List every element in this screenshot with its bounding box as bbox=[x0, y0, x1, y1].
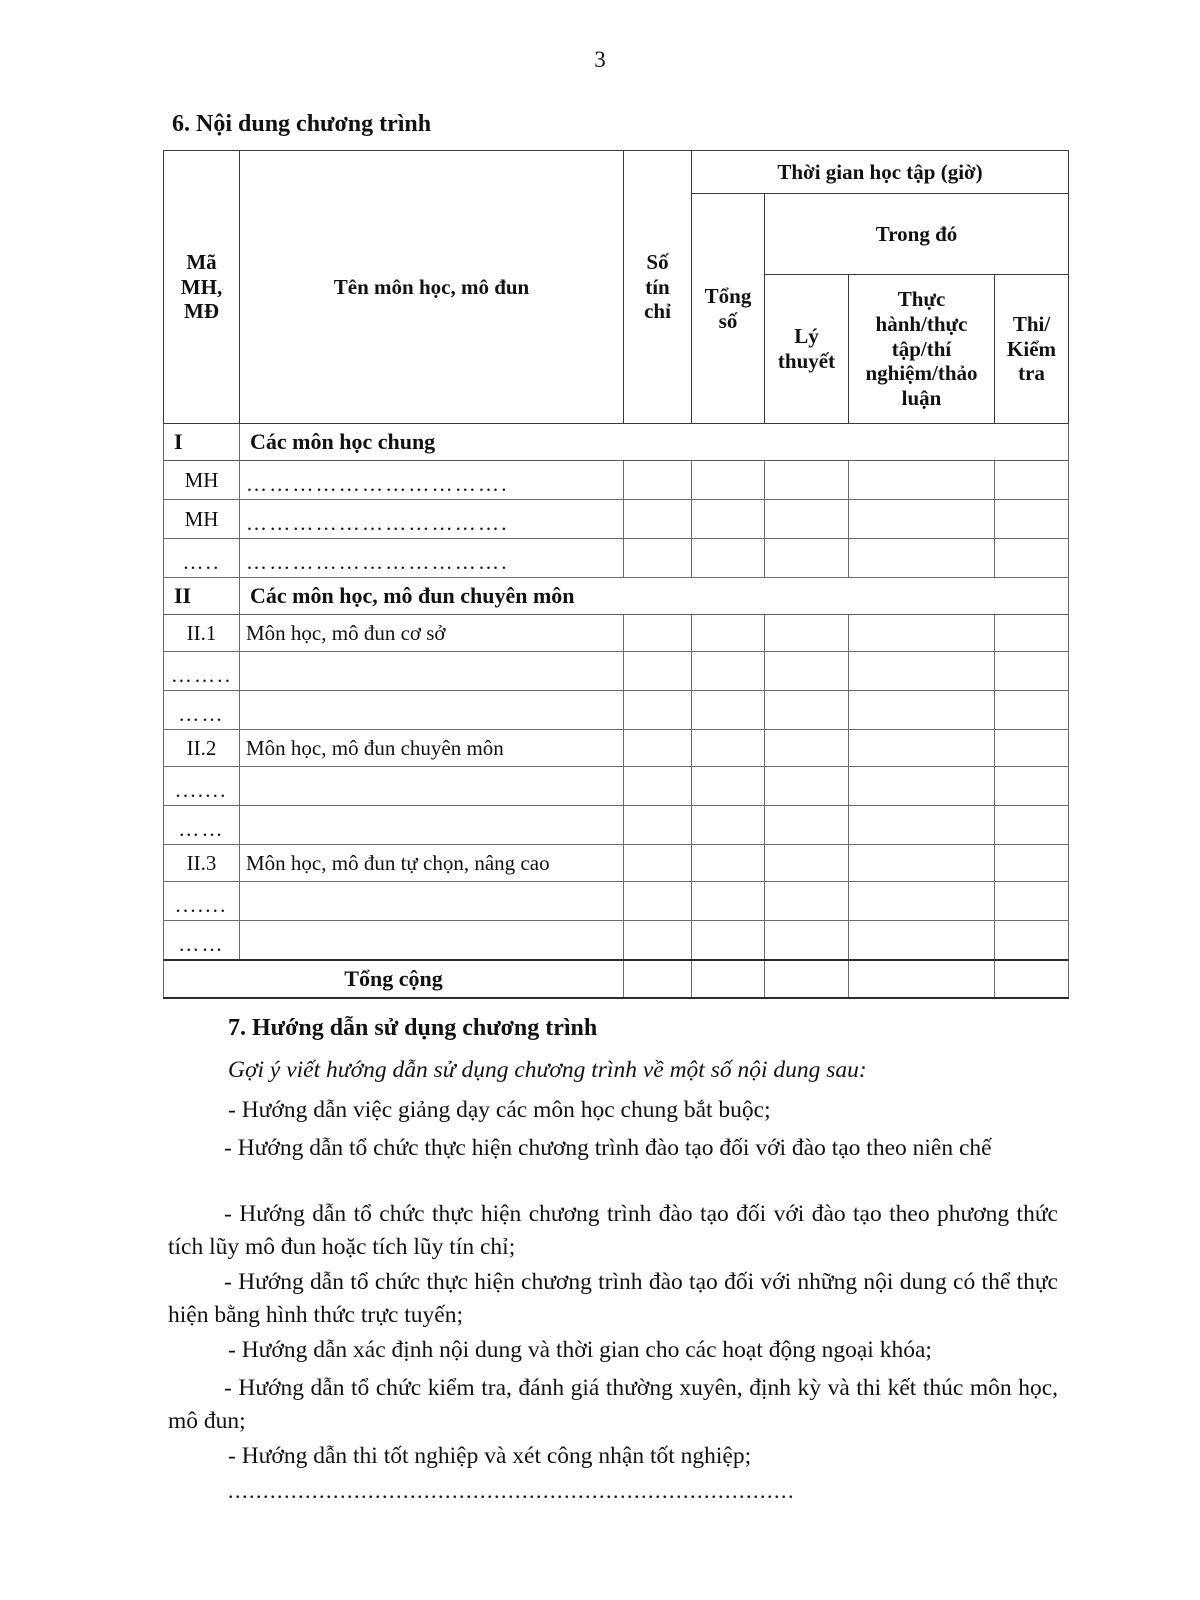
row-value-cell bbox=[995, 806, 1069, 845]
total-row-value-cell bbox=[692, 960, 765, 998]
row-value-cell bbox=[765, 652, 849, 691]
total-row-value-cell bbox=[849, 960, 995, 998]
row-value-cell bbox=[995, 882, 1069, 921]
row-value-cell bbox=[995, 500, 1069, 539]
header-practice-line-4: nghiệm/thảo bbox=[865, 361, 978, 386]
row-value-cell bbox=[849, 730, 995, 767]
section-row-label: Các môn học chung bbox=[240, 424, 1069, 461]
header-credits-line-2: tín bbox=[645, 274, 670, 299]
guide-intro-text: Gợi ý viết hướng dẫn sử dụng chương trình về một số nội dung sau: bbox=[228, 1057, 867, 1083]
table-row bbox=[164, 730, 1069, 767]
row-value-cell bbox=[624, 845, 692, 882]
row-value-cell bbox=[692, 500, 765, 539]
page-number: 3 bbox=[594, 47, 606, 72]
guide-item-2: - Hướng dẫn tổ chức thực hiện chương trình đào tạo đối với đào tạo theo niên chế bbox=[224, 1135, 992, 1161]
header-practice-line-5: luận bbox=[901, 386, 942, 411]
header-exam-line-3: tra bbox=[1018, 361, 1045, 386]
row-value-cell bbox=[849, 882, 995, 921]
row-value-cell bbox=[995, 691, 1069, 730]
row-value-cell bbox=[624, 806, 692, 845]
row-value-cell bbox=[995, 730, 1069, 767]
table-row bbox=[164, 652, 1069, 691]
guide-item-5: - Hướng dẫn xác định nội dung và thời gian cho các hoạt động ngoại khóa; bbox=[228, 1337, 932, 1363]
row-value-cell bbox=[765, 615, 849, 652]
table-row bbox=[164, 500, 1069, 539]
header-theory-line-2: thuyết bbox=[777, 349, 836, 373]
trailing-dotted-line: ................................................................................. bbox=[228, 1478, 795, 1503]
header-exam-line-2: Kiểm bbox=[1007, 336, 1057, 361]
header-cell-theory bbox=[765, 275, 849, 424]
row-value-cell bbox=[692, 845, 765, 882]
row-value-cell bbox=[849, 691, 995, 730]
row-value-cell bbox=[624, 691, 692, 730]
header-practice-line-1: Thực bbox=[897, 287, 946, 312]
row-code-cell bbox=[164, 882, 240, 921]
table-section-row bbox=[164, 424, 1069, 461]
row-code-cell bbox=[164, 806, 240, 845]
dotted-placeholder: ....... bbox=[175, 893, 228, 917]
row-value-cell bbox=[765, 806, 849, 845]
row-value-cell bbox=[692, 921, 765, 961]
table-row bbox=[164, 539, 1069, 578]
row-value-cell bbox=[849, 652, 995, 691]
guide-item-6: - Hướng dẫn tổ chức kiểm tra, đánh giá thường xuyên, định kỳ và thi kết thúc môn học, mô đun; bbox=[168, 1375, 1058, 1435]
row-subject-name-cell bbox=[240, 767, 624, 806]
header-cell-in-which: Trong đó bbox=[765, 194, 1069, 275]
row-value-cell bbox=[849, 921, 995, 961]
section-6-heading: 6. Nội dung chương trình bbox=[172, 111, 432, 137]
dotted-placeholder: …… bbox=[178, 702, 225, 726]
header-exam-line-1: Thi/ bbox=[1012, 311, 1051, 336]
header-practice-line-3: tập/thí bbox=[891, 336, 952, 361]
guide-item-7: - Hướng dẫn thi tốt nghiệp và xét công nhận tốt nghiệp; bbox=[228, 1443, 752, 1469]
row-value-cell bbox=[624, 615, 692, 652]
table-body bbox=[164, 151, 1069, 999]
row-value-cell bbox=[995, 539, 1069, 578]
row-value-cell bbox=[765, 730, 849, 767]
row-value-cell bbox=[765, 882, 849, 921]
table-header-row-1 bbox=[164, 151, 1069, 194]
row-subject-name-cell bbox=[240, 691, 624, 730]
row-value-cell bbox=[692, 615, 765, 652]
row-value-cell bbox=[624, 767, 692, 806]
row-value-cell bbox=[995, 615, 1069, 652]
row-subject-name-cell: Môn học, mô đun tự chọn, nâng cao bbox=[240, 845, 624, 882]
row-code-cell bbox=[164, 539, 240, 578]
row-value-cell bbox=[849, 615, 995, 652]
row-code-cell bbox=[164, 652, 240, 691]
row-subject-name-cell bbox=[240, 500, 624, 539]
row-subject-name-cell: Môn học, mô đun cơ sở bbox=[240, 615, 624, 652]
row-value-cell bbox=[995, 845, 1069, 882]
row-value-cell bbox=[765, 921, 849, 961]
row-code-cell: II.1 bbox=[164, 615, 240, 652]
row-value-cell bbox=[692, 691, 765, 730]
row-value-cell bbox=[995, 652, 1069, 691]
row-subject-name-cell bbox=[240, 882, 624, 921]
table-row bbox=[164, 845, 1069, 882]
row-value-cell bbox=[692, 461, 765, 500]
header-credits-line-3: chỉ bbox=[644, 299, 671, 324]
header-total-line-2: số bbox=[718, 308, 738, 333]
row-value-cell bbox=[624, 921, 692, 961]
header-code-line-1: Mã bbox=[186, 249, 217, 274]
row-value-cell bbox=[692, 806, 765, 845]
row-value-cell bbox=[624, 500, 692, 539]
row-value-cell bbox=[624, 461, 692, 500]
row-value-cell bbox=[849, 806, 995, 845]
guide-item-3: - Hướng dẫn tổ chức thực hiện chương trình đào tạo đối với đào tạo theo phương thức tích lũy mô đun hoặc tích lũy tín chỉ; bbox=[168, 1201, 1058, 1261]
row-value-cell bbox=[849, 461, 995, 500]
dotted-placeholder: …….. bbox=[170, 663, 233, 687]
row-value-cell bbox=[765, 845, 849, 882]
header-cell-subject-name: Tên môn học, mô đun bbox=[240, 151, 624, 424]
row-value-cell bbox=[692, 652, 765, 691]
section-row-code: II bbox=[164, 578, 240, 615]
row-code-cell bbox=[164, 767, 240, 806]
total-row-value-cell bbox=[995, 960, 1069, 998]
header-code-line-3: MĐ bbox=[184, 299, 219, 324]
row-value-cell bbox=[849, 500, 995, 539]
row-value-cell bbox=[624, 730, 692, 767]
row-subject-name-cell bbox=[240, 921, 624, 961]
row-value-cell bbox=[692, 767, 765, 806]
row-value-cell bbox=[624, 652, 692, 691]
row-value-cell bbox=[692, 730, 765, 767]
dotted-placeholder: ……………………………. bbox=[246, 472, 509, 496]
row-subject-name-cell bbox=[240, 539, 624, 578]
header-credits-line-1: Số bbox=[646, 249, 669, 274]
table-row bbox=[164, 806, 1069, 845]
row-value-cell bbox=[849, 539, 995, 578]
header-cell-code bbox=[164, 151, 240, 424]
header-cell-practice bbox=[849, 275, 995, 424]
header-total-line-1: Tổng bbox=[704, 283, 752, 308]
row-value-cell bbox=[692, 539, 765, 578]
header-theory-line-1: Lý bbox=[794, 324, 819, 349]
row-code-cell: II.2 bbox=[164, 730, 240, 767]
dotted-placeholder: ....... bbox=[175, 778, 228, 802]
row-value-cell bbox=[995, 921, 1069, 961]
row-value-cell bbox=[765, 539, 849, 578]
table-section-row bbox=[164, 578, 1069, 615]
header-cell-credits bbox=[624, 151, 692, 424]
row-value-cell bbox=[849, 845, 995, 882]
row-value-cell bbox=[995, 767, 1069, 806]
row-value-cell bbox=[995, 461, 1069, 500]
dotted-placeholder: …… bbox=[178, 932, 225, 956]
total-row-value-cell bbox=[624, 960, 692, 998]
dotted-placeholder: ….. bbox=[182, 550, 221, 574]
row-value-cell bbox=[765, 767, 849, 806]
table-row bbox=[164, 461, 1069, 500]
row-code-cell bbox=[164, 691, 240, 730]
row-value-cell bbox=[765, 500, 849, 539]
row-value-cell bbox=[765, 691, 849, 730]
section-row-label: Các môn học, mô đun chuyên môn bbox=[240, 578, 1069, 615]
section-7-heading: 7. Hướng dẫn sử dụng chương trình bbox=[228, 1015, 598, 1041]
row-subject-name-cell bbox=[240, 461, 624, 500]
row-value-cell bbox=[849, 767, 995, 806]
dotted-placeholder: …… bbox=[178, 817, 225, 841]
guide-item-1: - Hướng dẫn việc giảng dạy các môn học chung bắt buộc; bbox=[228, 1097, 771, 1123]
table-row bbox=[164, 882, 1069, 921]
row-code-cell: MH bbox=[164, 461, 240, 500]
dotted-placeholder: ……………………………. bbox=[246, 511, 509, 535]
curriculum-content-table bbox=[163, 150, 1069, 999]
table-row bbox=[164, 767, 1069, 806]
table-row bbox=[164, 921, 1069, 961]
row-subject-name-cell: Môn học, mô đun chuyên môn bbox=[240, 730, 624, 767]
dotted-placeholder: ……………………………. bbox=[246, 550, 509, 574]
header-cell-total bbox=[692, 194, 765, 424]
row-code-cell: MH bbox=[164, 500, 240, 539]
row-subject-name-cell bbox=[240, 806, 624, 845]
table-total-row bbox=[164, 960, 1069, 998]
header-cell-study-time-group: Thời gian học tập (giờ) bbox=[692, 151, 1069, 194]
row-value-cell bbox=[624, 882, 692, 921]
row-value-cell bbox=[692, 882, 765, 921]
row-subject-name-cell bbox=[240, 652, 624, 691]
header-code-line-2: MH, bbox=[180, 274, 223, 299]
header-practice-line-2: hành/thực bbox=[875, 311, 968, 336]
table-row bbox=[164, 615, 1069, 652]
total-row-label: Tổng cộng bbox=[164, 960, 624, 998]
table-row bbox=[164, 691, 1069, 730]
header-cell-exam bbox=[995, 275, 1069, 424]
row-code-cell: II.3 bbox=[164, 845, 240, 882]
row-value-cell bbox=[765, 461, 849, 500]
guide-item-4: - Hướng dẫn tổ chức thực hiện chương trình đào tạo đối với những nội dung có thể thực hiện bằng hình thức trực tuyến; bbox=[168, 1269, 1058, 1329]
total-row-value-cell bbox=[765, 960, 849, 998]
row-value-cell bbox=[624, 539, 692, 578]
section-row-code: I bbox=[164, 424, 240, 461]
row-code-cell bbox=[164, 921, 240, 961]
